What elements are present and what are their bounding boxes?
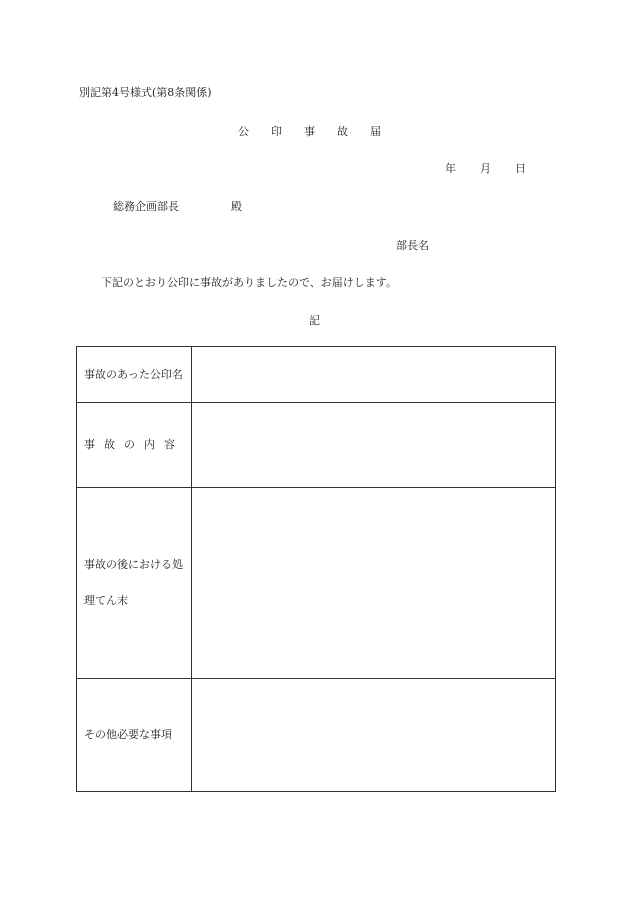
report-table	[76, 346, 556, 792]
row-label: 事故の内容	[77, 403, 192, 488]
body-text: 下記のとおり公印に事故がありましたので、お届けします。	[101, 276, 397, 289]
table-row	[77, 488, 556, 679]
row-label: 事故のあった公印名	[77, 347, 192, 403]
date-year: 年	[445, 162, 456, 175]
title-char: 事	[304, 125, 315, 138]
title-char: 故	[337, 125, 348, 138]
table-row	[77, 403, 556, 488]
document-title	[238, 123, 403, 139]
row-value-field[interactable]	[192, 403, 556, 488]
title-char: 公	[238, 125, 249, 138]
row-value-field[interactable]	[192, 488, 556, 679]
table-row	[77, 347, 556, 403]
table-row	[77, 679, 556, 792]
row-label: その他必要な事項	[77, 679, 192, 792]
row-value-field[interactable]	[192, 679, 556, 792]
row-label: 事故の後における処理てん末	[77, 488, 192, 679]
row-value-field[interactable]	[192, 347, 556, 403]
date-day: 日	[515, 162, 526, 175]
sender-label: 部長名	[396, 239, 429, 252]
honorific: 殿	[231, 200, 242, 213]
title-char: 届	[370, 125, 381, 138]
form-reference: 別記第4号様式(第8条関係)	[79, 86, 212, 99]
date-line	[445, 160, 550, 176]
ki-heading: 記	[309, 314, 320, 327]
addressee: 総務企画部長	[113, 200, 179, 213]
title-char: 印	[271, 125, 282, 138]
date-month: 月	[480, 162, 491, 175]
